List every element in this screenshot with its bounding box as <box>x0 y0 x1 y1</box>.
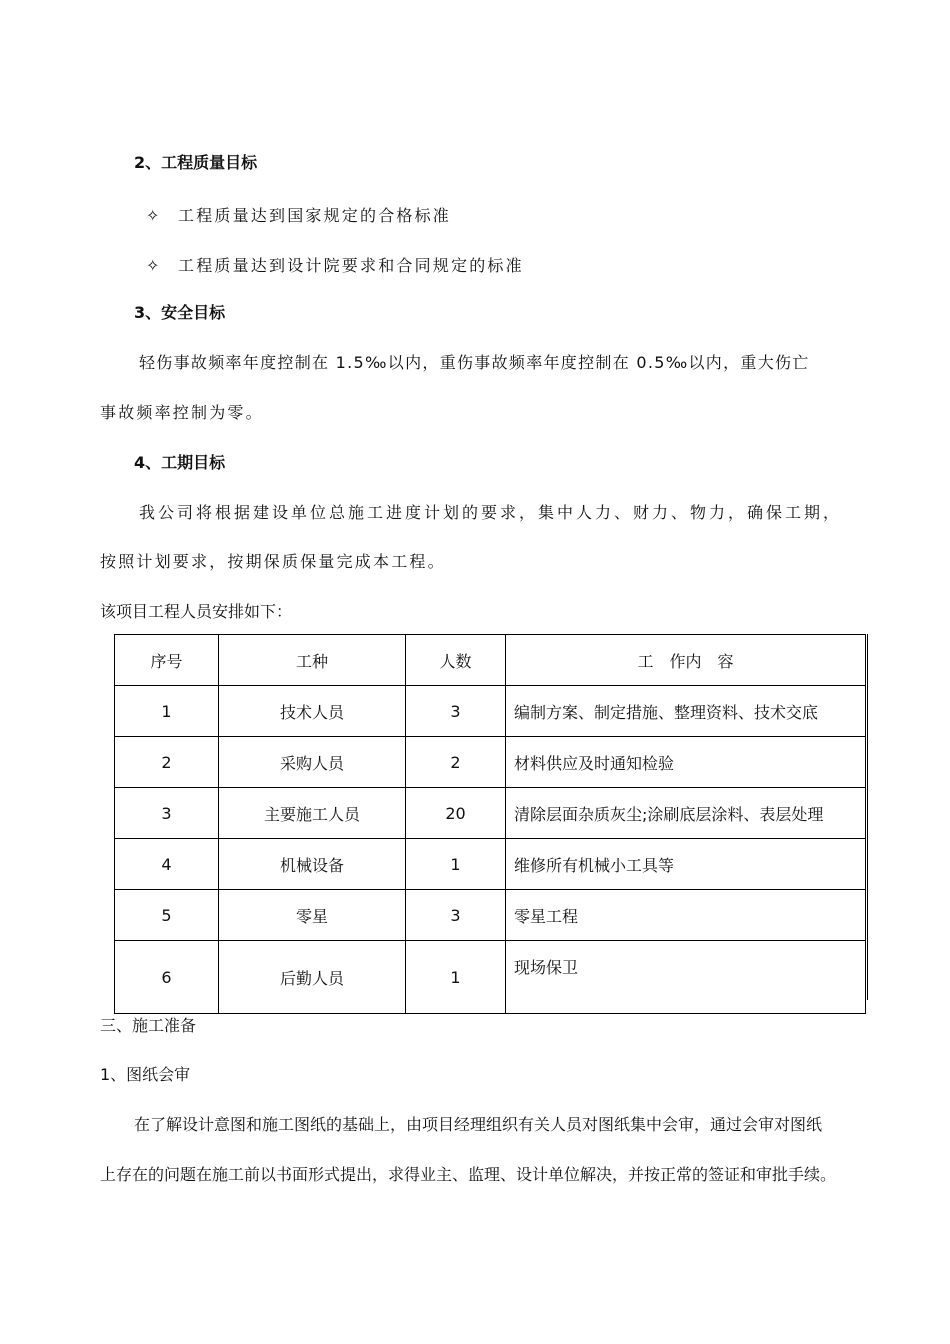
header-trade: 工种 <box>219 635 406 686</box>
table-header-row <box>115 635 866 686</box>
quality-bullet-2-text: 工程质量达到设计院要求和合同规定的标准 <box>178 256 524 275</box>
cell-work-content: 现场保卫 <box>506 941 866 1014</box>
cell-trade: 后勤人员 <box>219 941 406 1014</box>
table-row <box>115 941 866 1014</box>
cell-trade: 零星 <box>219 890 406 941</box>
cell-work-content: 编制方案、制定措施、整理资料、技术交底 <box>506 686 866 737</box>
cell-headcount: 3 <box>406 686 506 737</box>
cell-headcount: 3 <box>406 890 506 941</box>
cell-trade: 机械设备 <box>219 839 406 890</box>
table-outer-border-line <box>867 634 868 1000</box>
staffing-intro: 该项目工程人员安排如下： <box>100 602 293 621</box>
staffing-table <box>114 634 866 1014</box>
header-headcount: 人数 <box>406 635 506 686</box>
quality-bullet-1-text: 工程质量达到国家规定的合格标准 <box>178 206 452 225</box>
quality-bullet-2 <box>146 253 524 276</box>
header-index: 序号 <box>115 635 219 686</box>
schedule-paragraph-line-2: 按照计划要求，按期保质保量完成本工程。 <box>100 552 446 571</box>
cell-work-content: 维修所有机械小工具等 <box>506 839 866 890</box>
drawing-review-heading: 1、图纸会审 <box>100 1065 191 1084</box>
cell-index: 4 <box>115 839 219 890</box>
drawing-review-paragraph-line-2: 上存在的问题在施工前以书面形式提出，求得业主、监理、设计单位解决，并按正常的签证和审批手续。 <box>100 1165 837 1184</box>
schedule-paragraph-line-1: 我公司将根据建设单位总施工进度计划的要求，集中人力、财力、物力，确保工期， <box>139 503 843 522</box>
table-row <box>115 890 866 941</box>
cell-work-content: 材料供应及时通知检验 <box>506 737 866 788</box>
safety-goal-heading: 3、安全目标 <box>134 303 226 322</box>
cell-headcount: 2 <box>406 737 506 788</box>
cell-work-content: 清除层面杂质灰尘;涂刷底层涂料、表层处理 <box>506 788 866 839</box>
table-row <box>115 839 866 890</box>
construction-prep-heading: 三、施工准备 <box>100 1016 197 1035</box>
table-row <box>115 788 866 839</box>
diamond-bullet-icon: ✧ <box>146 256 162 275</box>
cell-trade: 采购人员 <box>219 737 406 788</box>
table-row <box>115 686 866 737</box>
cell-index: 2 <box>115 737 219 788</box>
cell-headcount: 20 <box>406 788 506 839</box>
cell-work-content: 零星工程 <box>506 890 866 941</box>
cell-index: 3 <box>115 788 219 839</box>
cell-trade: 技术人员 <box>219 686 406 737</box>
safety-paragraph-line-2: 事故频率控制为零。 <box>100 403 264 422</box>
schedule-goal-heading: 4、工期目标 <box>134 453 226 472</box>
table-row <box>115 737 866 788</box>
cell-index: 1 <box>115 686 219 737</box>
safety-paragraph-line-1: 轻伤事故频率年度控制在 1.5‰以内，重伤事故频率年度控制在 0.5‰以内，重大伤亡 <box>139 353 810 372</box>
cell-headcount: 1 <box>406 839 506 890</box>
cell-headcount: 1 <box>406 941 506 1014</box>
drawing-review-paragraph-line-1: 在了解设计意图和施工图纸的基础上，由项目经理组织有关人员对图纸集中会审，通过会审对图纸 <box>134 1115 823 1134</box>
diamond-bullet-icon: ✧ <box>146 206 162 225</box>
cell-index: 5 <box>115 890 219 941</box>
quality-bullet-1 <box>146 203 451 226</box>
cell-index: 6 <box>115 941 219 1014</box>
quality-goal-heading: 2、工程质量目标 <box>134 153 258 172</box>
cell-trade: 主要施工人员 <box>219 788 406 839</box>
header-work-content: 工 作内 容 <box>506 635 866 686</box>
